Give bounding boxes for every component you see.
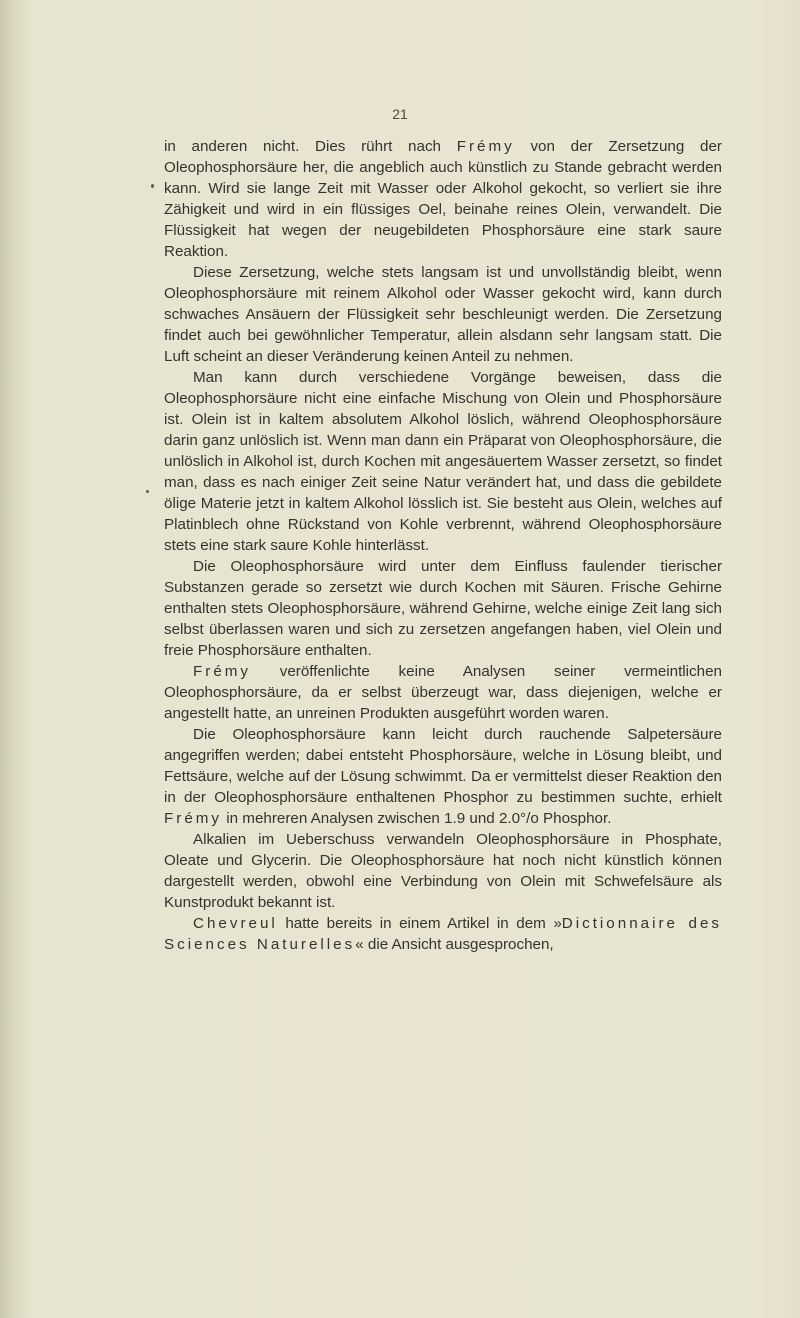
paragraph: Man kann durch verschiedene Vorgänge beweisen, dass die Oleophosphorsäure nicht eine einfache Mischung von Olein und Phosphorsäure ist. Olein ist in kaltem absolutem Alkohol löslich, während Oleophosphorsäure darin ganz unlöslich ist. Wenn man dann ein Präparat von Oleophosphorsäure, die unlöslich in Alkohol ist, durch Kochen mit angesäuertem Wasser zersetzt, so findet man, dass es nach einiger Zeit seine Natur verändert hat, und dass die gebildete ölige Materie jetzt in kaltem Alkohol lösslich ist. Sie besteht aus Olein, welches auf Platinblech ohne Rückstand von Kohle verbrennt, während Oleophosphorsäure stets eine stark saure Kohle hinterlässt. xyxy=(164,369,722,554)
author-name: Frémy xyxy=(456,138,515,155)
page-number: 21 xyxy=(392,106,408,122)
paragraph: in anderen nicht. Dies rührt nach Frémy von der Zersetzung der Oleophosphorsäure her, die angeblich auch künstlich zu Stande gebracht werden kann. Wird sie lange Zeit mit Wasser oder Alkohol gekocht, so verliert sie ihre Zähigkeit und wird in ein flüssiges Oel, beinahe reines Olein, verwandelt. Die Flüssigkeit hat wegen der neugebildeten Phosphorsäure eine stark saure Reaktion. xyxy=(164,138,722,260)
margin-mark xyxy=(151,184,154,188)
paragraph: Die Oleophosphorsäure wird unter dem Einfluss faulender tierischer Substanzen gerade so zersetzt wie durch Kochen mit Säuren. Frische Gehirne enthalten stets Oleophosphorsäure, während Gehirne, welche einige Zeit lang sich selbst überlassen waren und sich zu zersetzen angefangen haben, viel Olein und freie Phosphorsäure enthalten. xyxy=(164,558,722,659)
author-name: Frémy xyxy=(193,663,252,680)
author-name: Frémy xyxy=(164,810,223,827)
paragraph: Diese Zersetzung, welche stets langsam ist und unvollständig bleibt, wenn Oleophosphorsäure mit reinem Alkohol oder Wasser gekocht wird, kann durch schwaches Ansäuern der Flüssigkeit sehr beschleunigt werden. Die Zersetzung findet auch bei gewöhnlicher Temperatur, allein alsdann sehr langsam statt. Die Luft scheint an dieser Veränderung keinen Anteil zu nehmen. xyxy=(164,264,722,365)
margin-mark xyxy=(146,490,149,493)
author-name: Chevreul xyxy=(193,915,278,932)
paragraph: Chevreul hatte bereits in einem Artikel in dem »Dictionnaire des Sciences Naturelles« die Ansicht ausgesprochen, xyxy=(164,915,722,953)
paragraph: Die Oleophosphorsäure kann leicht durch rauchende Salpetersäure angegriffen werden; dabei entsteht Phosphorsäure, welche in Lösung bleibt, und Fettsäure, welche auf der Lösung schwimmt. Da er vermittelst dieser Reaktion den in der Oleophosphorsäure enthaltenen Phosphor zu bestimmen suchte, erhielt Frémy in mehreren Analysen zwischen 1.9 und 2.0°/o Phosphor. xyxy=(164,726,722,827)
paragraph: Alkalien im Ueberschuss verwandeln Oleophosphorsäure in Phosphate, Oleate und Glycerin. Die Oleophosphorsäure hat noch nicht künstlich können dargestellt werden, obwohl eine Verbindung von Olein mit Schwefelsäure als Kunstprodukt bekannt ist. xyxy=(164,831,722,911)
work-title: Dictionnaire des Sciences Naturelles xyxy=(164,915,722,953)
paragraph: Frémy veröffenlichte keine Analysen seiner vermeintlichen Oleophosphorsäure, da er selbst überzeugt war, dass diejenigen, welche er angestellt hatte, an unreinen Produkten ausgeführt worden waren. xyxy=(164,663,722,722)
body-text xyxy=(164,136,722,955)
